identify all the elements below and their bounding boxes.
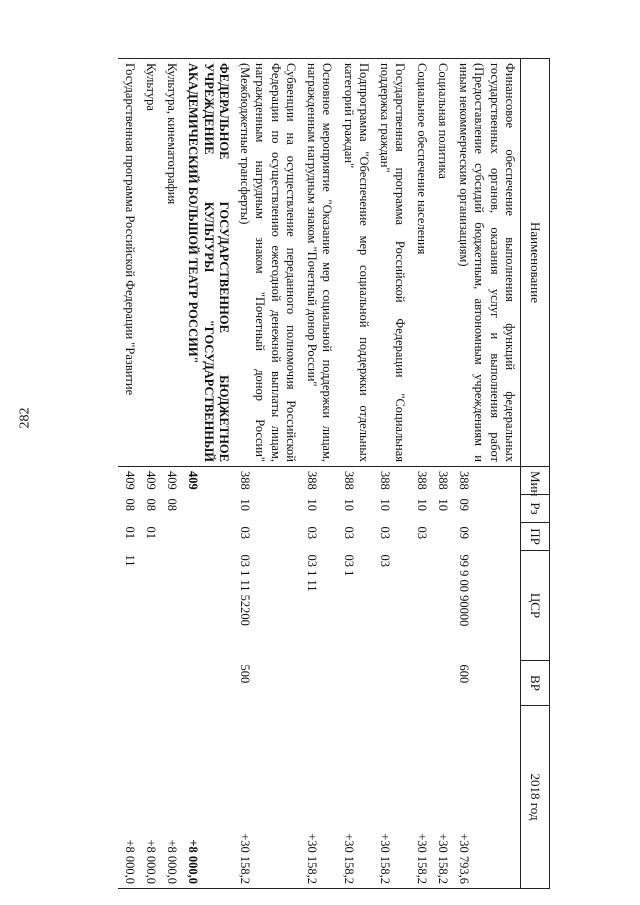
cell-amount: +8 000,0 <box>161 706 182 889</box>
table-row <box>432 59 453 889</box>
cell-min: 388 <box>341 471 356 490</box>
budget-table <box>119 58 551 889</box>
cell-vr <box>140 661 161 706</box>
cell-pr: 01 <box>144 526 158 539</box>
cell-name: Государственная программа Российской Федерации "Развитие <box>119 59 140 467</box>
cell-amount: +8 000,0 <box>119 706 140 889</box>
cell-name: Культура <box>140 59 161 467</box>
cell-name: Финансовое обеспечение выполнения функций федеральных государственных органов, оказания услуг и выполнения работ (Предоставление субсидий бюджетным, автономным учреждениям и иным некоммерческим организациям) <box>453 59 521 467</box>
cell-min: 388 <box>378 471 393 490</box>
cell-vr <box>161 661 182 706</box>
table-row <box>338 59 375 889</box>
cell-rz <box>182 495 234 523</box>
cell-amount: +30 793,6 <box>453 706 521 889</box>
cell-min: 388 <box>457 471 472 490</box>
cell-csr: 03 1 11 52200 <box>238 554 253 626</box>
cell-name: Государственная программа Российской Федерации "Социальная поддержка граждан" <box>374 59 411 467</box>
cell-min: 388 <box>305 471 320 490</box>
cell-csr: 99 9 00 90000 <box>457 554 472 627</box>
cell-csr: 11 <box>122 554 137 567</box>
cell-csr <box>182 551 234 661</box>
cell-name: Подпрограмма "Обеспечение мер социальной поддержки отдельных категорий граждан" <box>338 59 375 467</box>
page-number: 282 <box>17 407 32 429</box>
cell-min: 388 <box>414 471 429 490</box>
cell-amount: +8 000,0 <box>140 706 161 889</box>
cell-pr <box>161 523 182 551</box>
cell-name: Социальное обеспечение населения <box>411 59 432 467</box>
cell-name: Субвенции на осуществление переданного полномочия Российской Федерации по осуществлению ежегодной денежной выплаты лицам, награжденным нагрудным знаком "Почетный донор России" (Межбюджетные трансферты) <box>234 59 301 467</box>
table-row <box>140 59 161 889</box>
table-row <box>453 59 521 889</box>
header-rz: Рз <box>521 495 550 523</box>
header-min: Мин <box>521 467 550 495</box>
table-row <box>301 59 338 889</box>
cell-pr: 03 <box>305 526 320 539</box>
cell-rz: 10 <box>305 498 320 511</box>
cell-amount: +8 000,0 <box>182 706 234 889</box>
cell-pr <box>432 523 453 551</box>
cell-pr <box>182 523 234 551</box>
cell-amount: +30 158,2 <box>338 706 375 889</box>
cell-name: Основное мероприятие "Оказание мер социальной поддержки лицам, награжденным нагрудным знаком "Почетный донор России" <box>301 59 338 467</box>
header-pr: ПР <box>521 523 550 551</box>
cell-csr <box>411 551 432 661</box>
cell-name: Культура, кинематография <box>161 59 182 467</box>
cell-rz: 08 <box>144 498 158 511</box>
cell-rz: 08 <box>165 498 180 511</box>
cell-min: 409 <box>144 471 158 490</box>
cell-vr <box>432 661 453 706</box>
cell-pr: 03 <box>238 526 253 539</box>
cell-amount: +30 158,2 <box>301 706 338 889</box>
cell-vr <box>301 661 338 706</box>
cell-amount: +30 158,2 <box>234 706 301 889</box>
cell-name: ФЕДЕРАЛЬНОЕ ГОСУДАРСТВЕННОЕ БЮДЖЕТНОЕ УЧРЕЖДЕНИЕ КУЛЬТУРЫ "ГОСУДАРСТВЕННЫЙ АКАДЕМИЧЕСКИЙ БОЛЬШОЙ ТЕАТР РОССИИ" <box>182 59 234 467</box>
cell-rz: 10 <box>341 498 356 511</box>
cell-name: Социальная политика <box>432 59 453 467</box>
cell-vr <box>374 661 411 706</box>
header-vr: ВР <box>521 661 550 706</box>
cell-rz: 08 <box>122 498 137 511</box>
cell-amount: +30 158,2 <box>411 706 432 889</box>
cell-csr: 03 1 11 <box>305 554 320 592</box>
cell-pr: 03 <box>341 526 356 539</box>
table-header-row <box>521 59 550 889</box>
header-year: 2018 год <box>521 706 550 889</box>
cell-amount: +30 158,2 <box>374 706 411 889</box>
table-row <box>119 59 140 889</box>
cell-rz: 09 <box>457 498 472 511</box>
cell-rz: 10 <box>378 498 393 511</box>
cell-rz: 10 <box>414 498 429 511</box>
rotated-page <box>50 58 550 888</box>
cell-amount: +30 158,2 <box>432 706 453 889</box>
table-row <box>234 59 301 889</box>
cell-vr <box>338 661 375 706</box>
cell-min: 409 <box>186 471 201 490</box>
cell-min: 388 <box>238 471 253 490</box>
cell-csr: 03 1 <box>341 554 356 577</box>
cell-pr: 09 <box>457 526 472 539</box>
table-row <box>161 59 182 889</box>
cell-vr: 500 <box>238 664 253 684</box>
cell-pr: 03 <box>378 526 393 539</box>
cell-min: 388 <box>436 471 450 490</box>
cell-pr: 03 <box>414 526 429 539</box>
header-name: Наименование <box>521 59 550 467</box>
cell-rz: 10 <box>238 498 253 511</box>
cell-vr <box>411 661 432 706</box>
cell-vr: 600 <box>457 664 472 684</box>
cell-vr <box>119 661 140 706</box>
cell-pr: 01 <box>122 526 137 539</box>
table-row <box>374 59 411 889</box>
cell-csr <box>161 551 182 661</box>
cell-csr <box>432 551 453 661</box>
cell-csr <box>140 551 161 661</box>
cell-vr <box>182 661 234 706</box>
table-row <box>182 59 234 889</box>
cell-min: 409 <box>122 471 137 490</box>
cell-min: 409 <box>165 471 180 490</box>
table-row <box>411 59 432 889</box>
header-csr: ЦСР <box>521 551 550 661</box>
cell-csr: 03 <box>378 554 393 567</box>
cell-rz: 10 <box>436 498 450 511</box>
